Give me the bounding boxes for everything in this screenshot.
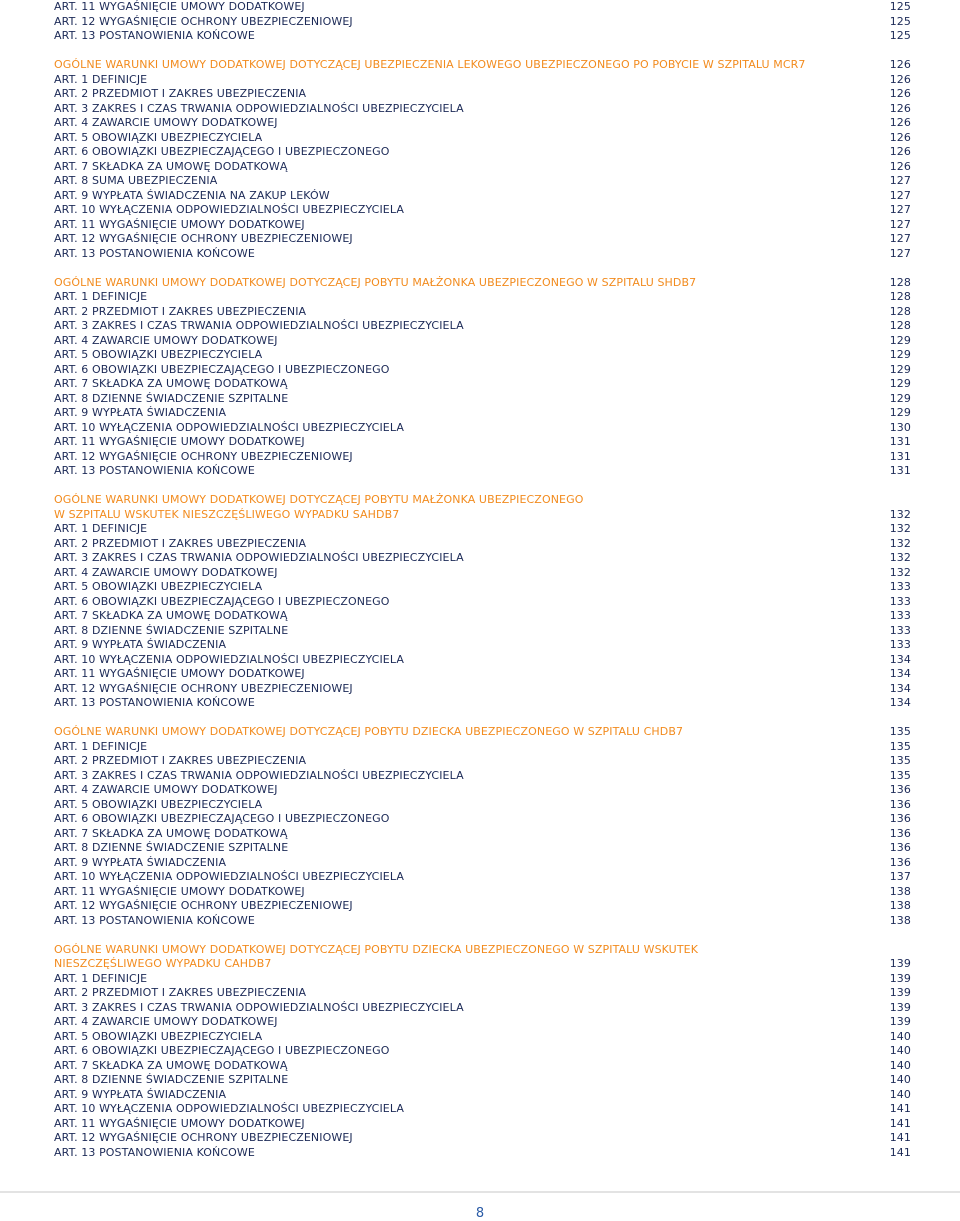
toc-entry-page: 128: [889, 290, 911, 303]
toc-entry-page: 127: [889, 203, 911, 216]
toc-entry: [54, 537, 911, 552]
toc-entry-title: ART. 8 DZIENNE ŚWIADCZENIE SZPITALNE: [54, 1073, 289, 1086]
toc-entry: [54, 377, 911, 392]
toc-entry: [54, 15, 911, 30]
toc-entry: [54, 885, 911, 900]
toc-entry-page: 132: [889, 507, 911, 521]
toc-entry: [54, 392, 911, 407]
toc-entry-title: ART. 5 OBOWIĄZKI UBEZPIECZYCIELA: [54, 797, 263, 811]
toc-entry: [54, 740, 911, 755]
toc-entry: [54, 667, 911, 682]
toc-entry-title: ART. 1 DEFINICJE: [54, 971, 148, 985]
toc-entry-title: ART. 11 WYGAŚNIĘCIE UMOWY DODATKOWEJ: [54, 667, 305, 680]
toc-entry-title: ART. 10 WYŁĄCZENIA ODPOWIEDZIALNOŚCI UBEZPIECZYCIELA: [54, 420, 404, 434]
toc-entry: [54, 870, 911, 885]
toc-entry-page: 130: [889, 420, 911, 434]
toc-entry-page: 133: [889, 623, 911, 637]
toc-entry: [54, 363, 911, 378]
toc-entry-page: 129: [889, 348, 911, 361]
toc-entry-title: ART. 3 ZAKRES I CZAS TRWANIA ODPOWIEDZIALNOŚCI UBEZPIECZYCIELA: [54, 768, 464, 782]
toc-entry-page: 135: [889, 768, 911, 782]
toc-entry-title: ART. 10 WYŁĄCZENIA ODPOWIEDZIALNOŚCI UBEZPIECZYCIELA: [54, 1102, 404, 1115]
toc-entry-title: ART. 3 ZAKRES I CZAS TRWANIA ODPOWIEDZIALNOŚCI UBEZPIECZYCIELA: [54, 551, 464, 564]
toc-section-heading: [54, 508, 911, 523]
toc-entry: [54, 435, 911, 450]
toc-section-heading: [54, 725, 911, 740]
toc-section-heading: [54, 276, 911, 291]
toc-section-heading: [54, 943, 911, 958]
toc-entry-page: 138: [889, 913, 911, 927]
toc-entry: [54, 1117, 911, 1132]
toc-entry-title: ART. 1 DEFINICJE: [54, 290, 148, 303]
toc-entry-page: 127: [889, 246, 911, 260]
toc-entry: [54, 914, 911, 929]
toc-entry-title: ART. 13 POSTANOWIENIA KOŃCOWE: [54, 1145, 255, 1159]
toc-entry-page: 137: [889, 870, 911, 883]
toc-entry-page: 126: [889, 145, 911, 158]
toc-entry-title: ART. 5 OBOWIĄZKI UBEZPIECZYCIELA: [54, 348, 263, 361]
toc-entry: [54, 174, 911, 189]
toc-entry: [54, 247, 911, 262]
toc-entry-page: 127: [889, 174, 911, 187]
toc-entry-title: ART. 12 WYGAŚNIĘCIE OCHRONY UBEZPIECZENIOWEJ: [54, 449, 353, 463]
toc-entry-title: ART. 6 OBOWIĄZKI UBEZPIECZAJĄCEGO I UBEZPIECZONEGO: [54, 1044, 390, 1057]
toc-entry-title: ART. 5 OBOWIĄZKI UBEZPIECZYCIELA: [54, 580, 263, 593]
toc-entry-title: W SZPITALU WSKUTEK NIESZCZĘŚLIWEGO WYPADKU SAHDB7: [54, 507, 400, 521]
toc-entry: [54, 0, 911, 15]
toc-entry: [54, 73, 911, 88]
toc-entry: [54, 334, 911, 349]
toc-entry-page: 131: [889, 464, 911, 477]
toc-entry-title: OGÓLNE WARUNKI UMOWY DODATKOWEJ DOTYCZĄCEJ POBYTU DZIECKA UBEZPIECZONEGO W SZPITALU WSKUTEK: [54, 942, 699, 956]
table-of-contents: [54, 0, 911, 1160]
toc-entry-page: 141: [889, 1131, 911, 1144]
toc-entry: [54, 522, 911, 537]
toc-entry-title: OGÓLNE WARUNKI UMOWY DODATKOWEJ DOTYCZĄCEJ UBEZPIECZENIA LEKOWEGO UBEZPIECZONEGO PO POBYCIE W SZPITALU MCR7: [54, 58, 806, 71]
toc-entry-title: ART. 10 WYŁĄCZENIA ODPOWIEDZIALNOŚCI UBEZPIECZYCIELA: [54, 203, 404, 216]
toc-entry-title: ART. 12 WYGAŚNIĘCIE OCHRONY UBEZPIECZENIOWEJ: [54, 899, 353, 912]
toc-entry-page: 132: [889, 551, 911, 564]
toc-entry: [54, 1015, 911, 1030]
toc-entry: [54, 783, 911, 798]
toc-entry-page: 126: [889, 130, 911, 144]
toc-section-heading: [54, 58, 911, 73]
toc-entry-title: ART. 9 WYPŁATA ŚWIADCZENIA: [54, 638, 227, 651]
toc-entry: [54, 218, 911, 233]
toc-entry-title: ART. 7 SKŁADKA ZA UMOWĘ DODATKOWĄ: [54, 377, 288, 390]
toc-entry-page: 135: [889, 754, 911, 767]
toc-entry-title: ART. 1 DEFINICJE: [54, 522, 148, 535]
toc-entry-page: 136: [889, 855, 911, 869]
toc-entry-title: ART. 8 DZIENNE ŚWIADCZENIE SZPITALNE: [54, 391, 289, 405]
toc-entry-page: 135: [889, 739, 911, 753]
toc-entry: [54, 551, 911, 566]
toc-entry-title: ART. 1 DEFINICJE: [54, 739, 148, 753]
toc-section-heading: [54, 957, 911, 972]
toc-entry-page: 139: [889, 986, 911, 999]
toc-entry-title: ART. 7 SKŁADKA ZA UMOWĘ DODATKOWĄ: [54, 159, 288, 173]
toc-entry: [54, 899, 911, 914]
toc-entry-title: ART. 3 ZAKRES I CZAS TRWANIA ODPOWIEDZIALNOŚCI UBEZPIECZYCIELA: [54, 1000, 464, 1014]
toc-entry-title: ART. 6 OBOWIĄZKI UBEZPIECZAJĄCEGO I UBEZPIECZONEGO: [54, 362, 390, 376]
toc-entry-page: 139: [889, 1015, 911, 1028]
toc-entry-title: OGÓLNE WARUNKI UMOWY DODATKOWEJ DOTYCZĄCEJ POBYTU MAŁŻONKA UBEZPIECZONEGO W SZPITALU SHDB7: [54, 275, 697, 289]
toc-entry-title: ART. 7 SKŁADKA ZA UMOWĘ DODATKOWĄ: [54, 826, 288, 840]
toc-entry-title: ART. 10 WYŁĄCZENIA ODPOWIEDZIALNOŚCI UBEZPIECZYCIELA: [54, 870, 404, 883]
toc-entry-page: 136: [889, 812, 911, 825]
toc-entry: [54, 305, 911, 320]
toc-entry-title: OGÓLNE WARUNKI UMOWY DODATKOWEJ DOTYCZĄCEJ POBYTU DZIECKA UBEZPIECZONEGO W SZPITALU CHDB7: [54, 725, 684, 738]
toc-entry: [54, 1088, 911, 1103]
toc-entry-title: ART. 13 POSTANOWIENIA KOŃCOWE: [54, 696, 255, 709]
page-number: 8: [475, 1206, 485, 1221]
toc-entry: [54, 87, 911, 102]
toc-entry: [54, 203, 911, 218]
toc-entry: [54, 290, 911, 305]
toc-entry-page: 131: [889, 449, 911, 463]
toc-entry-page: 127: [889, 232, 911, 245]
toc-entry-title: ART. 11 WYGAŚNIĘCIE UMOWY DODATKOWEJ: [54, 0, 305, 13]
toc-entry-page: 132: [889, 565, 911, 579]
toc-entry: [54, 812, 911, 827]
toc-entry-page: 133: [889, 638, 911, 651]
toc-entry-title: ART. 2 PRZEDMIOT I ZAKRES UBEZPIECZENIA: [54, 304, 307, 318]
toc-entry-page: 141: [889, 1145, 911, 1159]
toc-entry: [54, 1102, 911, 1117]
toc-entry: [54, 421, 911, 436]
toc-entry-title: ART. 8 SUMA UBEZPIECZENIA: [54, 174, 218, 187]
toc-entry-page: 126: [889, 58, 911, 71]
toc-entry-page: 140: [889, 1087, 911, 1101]
toc-entry-page: 127: [889, 217, 911, 231]
toc-entry-page: 139: [889, 1000, 911, 1014]
toc-entry-title: ART. 6 OBOWIĄZKI UBEZPIECZAJĄCEGO I UBEZPIECZONEGO: [54, 812, 390, 825]
toc-entry: [54, 116, 911, 131]
toc-entry: [54, 406, 911, 421]
toc-entry-title: ART. 9 WYPŁATA ŚWIADCZENIA NA ZAKUP LEKÓW: [54, 188, 330, 202]
toc-entry: [54, 1030, 911, 1045]
toc-entry-title: NIESZCZĘŚLIWEGO WYPADKU CAHDB7: [54, 957, 272, 970]
toc-entry-title: ART. 7 SKŁADKA ZA UMOWĘ DODATKOWĄ: [54, 1058, 288, 1072]
toc-entry-page: 129: [889, 406, 911, 419]
toc-entry-page: 139: [889, 971, 911, 985]
toc-entry-page: 135: [889, 725, 911, 738]
toc-entry-page: 132: [889, 536, 911, 550]
toc-entry-page: 134: [889, 696, 911, 709]
toc-entry-page: 126: [889, 116, 911, 129]
toc-entry-page: 138: [889, 899, 911, 912]
toc-entry: [54, 856, 911, 871]
toc-entry-title: ART. 13 POSTANOWIENIA KOŃCOWE: [54, 913, 255, 927]
toc-entry: [54, 189, 911, 204]
toc-entry-page: 133: [889, 609, 911, 622]
toc-entry: [54, 464, 911, 479]
toc-entry-title: ART. 11 WYGAŚNIĘCIE UMOWY DODATKOWEJ: [54, 217, 305, 231]
toc-entry-title: ART. 12 WYGAŚNIĘCIE OCHRONY UBEZPIECZENIOWEJ: [54, 1131, 353, 1144]
toc-entry: [54, 682, 911, 697]
toc-entry-page: 129: [889, 391, 911, 405]
toc-entry-page: 134: [889, 667, 911, 680]
toc-entry: [54, 638, 911, 653]
toc-entry-title: ART. 4 ZAWARCIE UMOWY DODATKOWEJ: [54, 333, 278, 347]
toc-entry-page: 126: [889, 159, 911, 173]
toc-entry-page: 129: [889, 362, 911, 376]
toc-entry: [54, 1059, 911, 1074]
toc-entry: [54, 609, 911, 624]
toc-entry-page: 140: [889, 1044, 911, 1057]
toc-entry-title: ART. 4 ZAWARCIE UMOWY DODATKOWEJ: [54, 1015, 278, 1028]
toc-entry: [54, 798, 911, 813]
toc-entry-title: ART. 11 WYGAŚNIĘCIE UMOWY DODATKOWEJ: [54, 1116, 305, 1130]
toc-entry-title: ART. 13 POSTANOWIENIA KOŃCOWE: [54, 246, 255, 260]
toc-entry: [54, 160, 911, 175]
toc-section-heading: [54, 493, 911, 508]
toc-entry: [54, 595, 911, 610]
toc-entry-title: ART. 7 SKŁADKA ZA UMOWĘ DODATKOWĄ: [54, 609, 288, 622]
toc-entry-page: 136: [889, 783, 911, 796]
toc-entry-page: 129: [889, 333, 911, 347]
toc-entry-page: 136: [889, 797, 911, 811]
toc-entry: [54, 972, 911, 987]
toc-entry-title: ART. 8 DZIENNE ŚWIADCZENIE SZPITALNE: [54, 841, 289, 854]
toc-entry-title: OGÓLNE WARUNKI UMOWY DODATKOWEJ DOTYCZĄCEJ POBYTU MAŁŻONKA UBEZPIECZONEGO: [54, 493, 584, 506]
toc-entry: [54, 1073, 911, 1088]
toc-entry-title: ART. 11 WYGAŚNIĘCIE UMOWY DODATKOWEJ: [54, 435, 305, 448]
toc-entry-page: 140: [889, 1073, 911, 1086]
footer-divider: [0, 1191, 960, 1193]
toc-entry-page: 140: [889, 1058, 911, 1072]
toc-entry-page: 136: [889, 826, 911, 840]
toc-entry: [54, 232, 911, 247]
toc-entry-page: 133: [889, 580, 911, 593]
toc-entry: [54, 102, 911, 117]
toc-entry: [54, 1044, 911, 1059]
toc-entry-title: ART. 6 OBOWIĄZKI UBEZPIECZAJĄCEGO I UBEZPIECZONEGO: [54, 145, 390, 158]
toc-entry-page: 126: [889, 101, 911, 115]
toc-entry-page: 131: [889, 435, 911, 448]
toc-entry-page: 134: [889, 652, 911, 666]
toc-entry-title: ART. 5 OBOWIĄZKI UBEZPIECZYCIELA: [54, 1029, 263, 1043]
toc-entry: [54, 624, 911, 639]
toc-entry-page: 138: [889, 884, 911, 898]
toc-entry-page: 128: [889, 304, 911, 318]
toc-entry-page: 134: [889, 681, 911, 695]
toc-entry-title: ART. 9 WYPŁATA ŚWIADCZENIA: [54, 1087, 227, 1101]
toc-entry-page: 125: [889, 29, 911, 42]
toc-entry-title: ART. 12 WYGAŚNIĘCIE OCHRONY UBEZPIECZENIOWEJ: [54, 681, 353, 695]
toc-entry-title: ART. 9 WYPŁATA ŚWIADCZENIA: [54, 855, 227, 869]
toc-entry-title: ART. 4 ZAWARCIE UMOWY DODATKOWEJ: [54, 783, 278, 796]
toc-entry-title: ART. 4 ZAWARCIE UMOWY DODATKOWEJ: [54, 116, 278, 129]
toc-entry-page: 132: [889, 522, 911, 535]
toc-entry-page: 126: [889, 72, 911, 86]
toc-entry-page: 129: [889, 377, 911, 390]
toc-entry: [54, 131, 911, 146]
toc-entry-page: 139: [889, 957, 911, 970]
toc-entry-title: ART. 13 POSTANOWIENIA KOŃCOWE: [54, 464, 255, 477]
toc-entry-title: ART. 3 ZAKRES I CZAS TRWANIA ODPOWIEDZIALNOŚCI UBEZPIECZYCIELA: [54, 101, 464, 115]
toc-entry: [54, 1001, 911, 1016]
toc-entry: [54, 29, 911, 44]
toc-entry-page: 141: [889, 1102, 911, 1115]
toc-entry-title: ART. 9 WYPŁATA ŚWIADCZENIA: [54, 406, 227, 419]
toc-entry: [54, 348, 911, 363]
toc-entry-title: ART. 10 WYŁĄCZENIA ODPOWIEDZIALNOŚCI UBEZPIECZYCIELA: [54, 652, 404, 666]
toc-entry: [54, 653, 911, 668]
toc-entry-title: ART. 5 OBOWIĄZKI UBEZPIECZYCIELA: [54, 130, 263, 144]
toc-entry: [54, 986, 911, 1001]
toc-entry-title: ART. 4 ZAWARCIE UMOWY DODATKOWEJ: [54, 565, 278, 579]
toc-entry-page: 133: [889, 594, 911, 608]
toc-entry-title: ART. 12 WYGAŚNIĘCIE OCHRONY UBEZPIECZENIOWEJ: [54, 232, 353, 245]
toc-entry-page: 140: [889, 1029, 911, 1043]
toc-entry-title: ART. 2 PRZEDMIOT I ZAKRES UBEZPIECZENIA: [54, 536, 307, 550]
toc-entry-title: ART. 2 PRZEDMIOT I ZAKRES UBEZPIECZENIA: [54, 754, 307, 767]
toc-entry: [54, 827, 911, 842]
toc-entry-title: ART. 1 DEFINICJE: [54, 72, 148, 86]
toc-entry: [54, 1146, 911, 1161]
toc-entry-page: 126: [889, 87, 911, 100]
toc-entry: [54, 319, 911, 334]
toc-entry: [54, 580, 911, 595]
toc-entry-title: ART. 13 POSTANOWIENIA KOŃCOWE: [54, 29, 255, 42]
toc-entry: [54, 841, 911, 856]
toc-entry-page: 127: [889, 188, 911, 202]
toc-entry-title: ART. 2 PRZEDMIOT I ZAKRES UBEZPIECZENIA: [54, 87, 307, 100]
toc-entry-page: 128: [889, 319, 911, 332]
toc-entry: [54, 566, 911, 581]
toc-entry-page: 128: [889, 275, 911, 289]
toc-entry-title: ART. 6 OBOWIĄZKI UBEZPIECZAJĄCEGO I UBEZPIECZONEGO: [54, 594, 390, 608]
toc-entry-title: ART. 11 WYGAŚNIĘCIE UMOWY DODATKOWEJ: [54, 884, 305, 898]
toc-entry-title: ART. 8 DZIENNE ŚWIADCZENIE SZPITALNE: [54, 623, 289, 637]
toc-entry: [54, 1131, 911, 1146]
toc-entry-page: 125: [889, 0, 911, 13]
toc-entry-page: 125: [889, 14, 911, 28]
toc-entry-page: 141: [889, 1116, 911, 1130]
toc-entry-title: ART. 2 PRZEDMIOT I ZAKRES UBEZPIECZENIA: [54, 986, 307, 999]
toc-entry: [54, 769, 911, 784]
toc-entry: [54, 145, 911, 160]
toc-entry: [54, 450, 911, 465]
toc-entry: [54, 754, 911, 769]
toc-entry: [54, 696, 911, 711]
toc-entry-title: ART. 12 WYGAŚNIĘCIE OCHRONY UBEZPIECZENIOWEJ: [54, 14, 353, 28]
toc-entry-title: ART. 3 ZAKRES I CZAS TRWANIA ODPOWIEDZIALNOŚCI UBEZPIECZYCIELA: [54, 319, 464, 332]
toc-entry-page: 136: [889, 841, 911, 854]
